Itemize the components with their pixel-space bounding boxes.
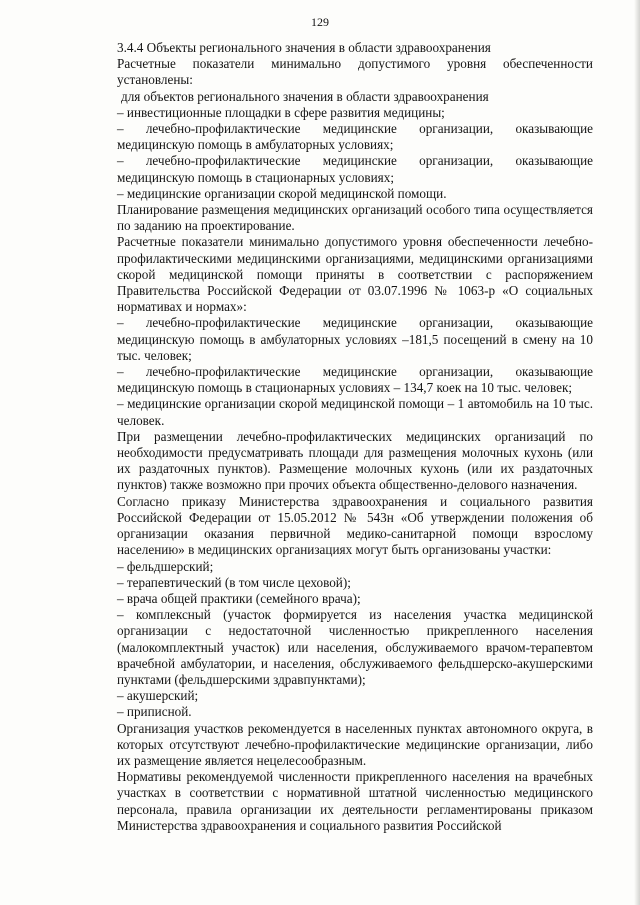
paragraph: Согласно приказу Министерства здравоохранения и социального развития Российской Федерации от 15.05.2012 № 543н «Об утверждении положения об организации оказания первичной медико-санитарной помощи взрослому населению» в медицинских организациях могут быть организованы участки:	[117, 493, 593, 558]
section-heading: 3.4.4 Объекты регионального значения в области здравоохранения	[117, 40, 491, 55]
page-number: 129	[311, 15, 329, 29]
paragraph: Нормативы рекомендуемой численности прикрепленного населения на врачебных участках в соответствии с нормативной штатной численностью медицинского персонала, правила организации их деятельности регламентированы приказом Министерства здравоохранения и социального развития Российской	[117, 769, 593, 833]
paragraph: – лечебно-профилактические медицинские организации, оказывающие медицинскую помощь в стационарных условиях;	[117, 153, 593, 185]
page-edge-shadow	[634, 0, 640, 905]
paragraph: – акушерский;	[117, 688, 199, 704]
paragraph: для объектов регионального значения в области здравоохранения	[121, 88, 489, 104]
paragraph: Организация участков рекомендуется в населенных пунктах автономного округа, в которых отсутствуют лечебно-профилактические медицинские организации, либо их размещение является нецелесообразным.	[117, 720, 593, 768]
paragraph: Расчетные показатели минимально допустимого уровня обеспеченности лечебно-профилактическими медицинскими организациями, медицинскими организациями скорой медицинской помощи приняты в соответствии с распоряжением Правительства Российской Федерации от 03.07.1996 № 1063-р «О социальных нормативах и нормах»:	[117, 234, 593, 315]
paragraph: Расчетные показатели минимально допустимого уровня обеспеченности установлены:	[117, 56, 593, 88]
paragraph: – фельдшерский;	[117, 558, 214, 574]
paragraph: – медицинские организации скорой медицинской помощи – 1 автомобиль на 10 тыс. человек.	[117, 396, 593, 428]
paragraph: – приписной.	[117, 704, 192, 720]
paragraph: При размещении лечебно-профилактических медицинских организаций по необходимости предусматривать площади для размещения молочных кухонь (или их раздаточных пунктов). Размещение молочных кухонь (или их раздаточных пунктов) также возможно при прочих объекта общественно-делового назначения.	[117, 428, 593, 493]
paragraph: – лечебно-профилактические медицинские организации, оказывающие медицинскую помощь в амбулаторных условиях –181,5 посещений в смену на 10 тыс. человек;	[117, 315, 593, 363]
document-body	[117, 40, 593, 834]
paragraph: – врача общей практики (семейного врача);	[117, 590, 361, 606]
paragraph: Планирование размещения медицинских организаций особого типа осуществляется по заданию на проектирование.	[117, 202, 593, 234]
paragraph: – терапевтический (в том числе цеховой);	[117, 574, 351, 590]
paragraph: – комплексный (участок формируется из населения участка медицинской организации с недостаточной численностью прикрепленного населения (малокомплектный участок) или населения, обслуживаемого врачом-терапевтом врачебной амбулатории, и населения, обслуживаемого фельдшерско-акушерскими пунктами (фельдшерскими здравпунктами);	[117, 607, 593, 687]
paragraph: – инвестиционные площадки в сфере развития медицины;	[117, 104, 445, 120]
paragraph: – лечебно-профилактические медицинские организации, оказывающие медицинскую помощь в амбулаторных условиях;	[117, 121, 593, 153]
paragraph: – лечебно-профилактические медицинские организации, оказывающие медицинскую помощь в стационарных условиях – 134,7 коек на 10 тыс. человек;	[117, 364, 593, 396]
paragraph: – медицинские организации скорой медицинской помощи.	[117, 185, 447, 201]
